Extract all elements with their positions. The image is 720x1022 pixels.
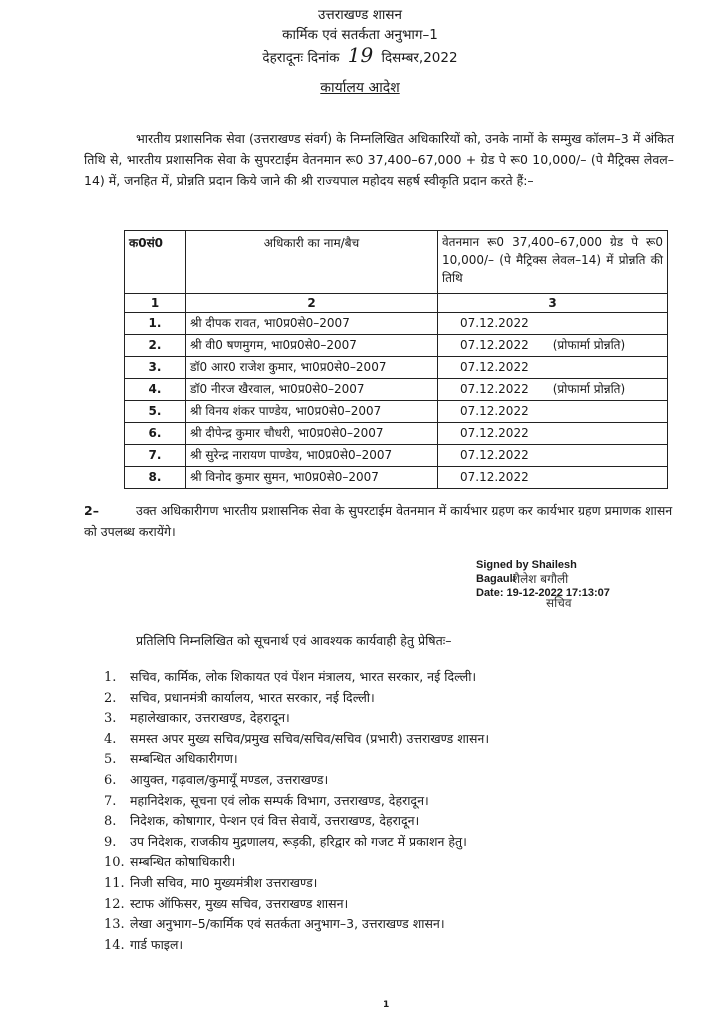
table-row bbox=[125, 335, 668, 357]
signature-date: Date: 19-12-2022 17:13:07 bbox=[476, 587, 610, 599]
table-header-row bbox=[125, 231, 668, 294]
copy-to-item-number: 2. bbox=[104, 690, 117, 706]
serial-number: 3. bbox=[125, 357, 186, 379]
promotion-date-cell bbox=[438, 467, 668, 489]
promotion-date-cell bbox=[438, 423, 668, 445]
table-row bbox=[125, 401, 668, 423]
promotion-note: (प्रोफार्मा प्रोन्नति) bbox=[552, 382, 626, 396]
copy-to-item-number: 1. bbox=[104, 670, 117, 685]
copy-to-item bbox=[104, 688, 664, 709]
officer-name: डॉ0 नीरज खैरवाल, भा0प्र0से0–2007 bbox=[186, 379, 438, 401]
place-date bbox=[0, 43, 720, 67]
copy-to-item-text: स्टाफ ऑफिसर, मुख्य सचिव, उत्तराखण्ड शासन। bbox=[130, 895, 349, 911]
officer-name: श्री दीपक रावत, भा0प्र0से0–2007 bbox=[186, 313, 438, 335]
serial-number: 4. bbox=[125, 379, 186, 401]
serial-number: 5. bbox=[125, 401, 186, 423]
copy-to-item-number: 10. bbox=[104, 855, 125, 871]
promotion-date: 07.12.2022 bbox=[460, 470, 529, 484]
officer-name: श्री सुरेन्द्र नारायण पाण्डेय, भा0प्र0से0–2007 bbox=[186, 445, 438, 467]
header-serial: क0सं0 bbox=[125, 231, 186, 294]
copy-to-item bbox=[104, 894, 664, 915]
promotion-date-cell bbox=[438, 313, 668, 335]
copy-to-item bbox=[104, 729, 664, 750]
promotion-date-cell bbox=[438, 379, 668, 401]
promotion-date: 07.12.2022 bbox=[460, 338, 529, 352]
promotion-date-cell bbox=[438, 401, 668, 423]
paragraph-2 bbox=[84, 500, 674, 542]
table-row bbox=[125, 423, 668, 445]
promotion-date: 07.12.2022 bbox=[460, 382, 529, 396]
officer-name: श्री दीपेन्द्र कुमार चौधरी, भा0प्र0से0–2007 bbox=[186, 423, 438, 445]
promotion-table bbox=[124, 230, 668, 489]
promotion-date: 07.12.2022 bbox=[460, 404, 529, 418]
promotion-note: (प्रोफार्मा प्रोन्नति) bbox=[552, 338, 626, 352]
paragraph-2-number: 2– bbox=[84, 503, 99, 518]
copy-to-item-text: सम्बन्धित कोषाधिकारी। bbox=[130, 854, 236, 870]
promotion-date-cell bbox=[438, 335, 668, 357]
copy-to-item bbox=[104, 791, 664, 812]
promotion-date: 07.12.2022 bbox=[460, 448, 529, 462]
paragraph-1 bbox=[84, 128, 674, 191]
copy-to-item-text: निजी सचिव, मा0 मुख्यमंत्रीश उत्तराखण्ड। bbox=[130, 874, 318, 890]
copy-to-title: प्रतिलिपि निम्नलिखित को सूचनार्थ एवं आवश्यक कार्यवाही हेतु प्रेषितः– bbox=[136, 633, 452, 648]
serial-number: 2. bbox=[125, 335, 186, 357]
copy-to-item bbox=[104, 873, 664, 894]
serial-number: 1. bbox=[125, 313, 186, 335]
copy-to-list bbox=[104, 667, 664, 955]
copy-to-item-text: सचिव, प्रधानमंत्री कार्यालय, भारत सरकार, नई दिल्ली। bbox=[130, 689, 375, 705]
paragraph-1-text: भारतीय प्रशासनिक सेवा (उत्तराखण्ड संवर्ग) के निम्नलिखित अधिकारियों को, उनके नामों के सम्मुख कॉलम–3 में अंकित तिथि से, भारतीय प्रशासनिक सेवा के सुपरटाईम वेतनमान रू0 37,400–67,000 + ग्रेड पे रू0 10,000/– (पे मैट्रिक्स लेवल–14) में, जनहित में, प्रोन्नति प्रदान किये जाने की श्री राज्यपाल महोदय सहर्ष स्वीकृति प्रदान करते हैं:– bbox=[84, 131, 674, 188]
copy-to-item-text: लेखा अनुभाग–5/कार्मिक एवं सतर्कता अनुभाग–3, उत्तराखण्ड शासन। bbox=[130, 916, 445, 932]
copy-to-item-number: 7. bbox=[104, 793, 117, 809]
order-title-text: कार्यालय आदेश bbox=[320, 80, 400, 96]
copy-to-item-text: समस्त अपर मुख्य सचिव/प्रमुख सचिव/सचिव/सचिव (प्रभारी) उत्तराखण्ड शासन। bbox=[130, 730, 490, 746]
table-row bbox=[125, 467, 668, 489]
date-day: 19 bbox=[347, 43, 374, 67]
copy-to-item-number: 14. bbox=[104, 937, 125, 953]
copy-to-item-number: 9. bbox=[104, 834, 117, 850]
copy-to-item-number: 3. bbox=[104, 711, 117, 727]
signature-line-1: Signed by Shailesh bbox=[476, 559, 577, 571]
paragraph-2-text: उक्त अधिकारीगण भारतीय प्रशासनिक सेवा के सुपरटाईम वेतनमान में कार्यभार ग्रहण कर कार्यभार ग्रहण प्रमाणक शासन को उपलब्ध करायेंगे। bbox=[84, 503, 673, 539]
copy-to-item bbox=[104, 914, 664, 935]
date-prefix: देहरादूनः दिनांक bbox=[262, 50, 340, 66]
table-row bbox=[125, 357, 668, 379]
promotion-date: 07.12.2022 bbox=[460, 316, 529, 330]
government-name: उत्तराखण्ड शासन bbox=[317, 7, 402, 23]
copy-to-item-text: उप निदेशक, राजकीय मुद्रणालय, रूड़की, हरिद्वार को गजट में प्रकाशन हेतु। bbox=[130, 833, 467, 849]
signature-line-2: Bagauli bbox=[476, 573, 516, 585]
promotion-date-cell bbox=[438, 445, 668, 467]
copy-to-item-number: 4. bbox=[104, 731, 117, 747]
column-number: 2 bbox=[186, 294, 438, 313]
column-number-row bbox=[125, 294, 668, 313]
copy-to-item bbox=[104, 935, 664, 956]
date-suffix: दिसम्बर,2022 bbox=[381, 50, 458, 66]
copy-to-item bbox=[104, 770, 664, 791]
table-row bbox=[125, 379, 668, 401]
header-officer-name: अधिकारी का नाम/बैच bbox=[186, 231, 438, 294]
copy-to-item bbox=[104, 708, 664, 729]
table-row bbox=[125, 445, 668, 467]
officer-name: डॉ0 आर0 राजेश कुमार, भा0प्र0से0–2007 bbox=[186, 357, 438, 379]
department-name: कार्मिक एवं सतर्कता अनुभाग–1 bbox=[282, 27, 438, 43]
copy-to-item-text: सम्बन्धित अधिकारीगण। bbox=[130, 751, 238, 767]
officer-name: श्री विनोद कुमार सुमन, भा0प्र0से0–2007 bbox=[186, 467, 438, 489]
officer-name: श्री विनय शंकर पाण्डेय, भा0प्र0से0–2007 bbox=[186, 401, 438, 423]
copy-to-item-number: 8. bbox=[104, 814, 117, 830]
copy-to-item bbox=[104, 832, 664, 853]
page-number: 1 bbox=[383, 1000, 390, 1010]
order-title bbox=[0, 78, 720, 97]
copy-to-item bbox=[104, 811, 664, 832]
copy-to-item-text: महालेखाकार, उत्तराखण्ड, देहरादून। bbox=[130, 710, 290, 726]
copy-to-item bbox=[104, 749, 664, 770]
promotion-date: 07.12.2022 bbox=[460, 426, 529, 440]
promotion-date: 07.12.2022 bbox=[460, 360, 529, 374]
copy-to-item-number: 6. bbox=[104, 772, 117, 788]
copy-to-item-text: महानिदेशक, सूचना एवं लोक सम्पर्क विभाग, उत्तराखण्ड, देहरादून। bbox=[130, 792, 429, 808]
signatory-designation: सचिव bbox=[546, 596, 572, 610]
copy-to-item-text: गार्ड फाइल। bbox=[130, 936, 184, 952]
copy-to-item bbox=[104, 667, 664, 688]
copy-to-item-number: 5. bbox=[104, 752, 117, 768]
serial-number: 7. bbox=[125, 445, 186, 467]
serial-number: 6. bbox=[125, 423, 186, 445]
officer-name: श्री वी0 षणमुगम, भा0प्र0से0–2007 bbox=[186, 335, 438, 357]
copy-to-item-text: निदेशक, कोषागार, पेन्शन एवं वित्त सेवायें, उत्तराखण्ड, देहरादून। bbox=[130, 813, 420, 829]
serial-number: 8. bbox=[125, 467, 186, 489]
column-number: 1 bbox=[125, 294, 186, 313]
column-number: 3 bbox=[438, 294, 668, 313]
header-promotion-date: वेतनमान रू0 37,400–67,000 ग्रेड पे रू0 10,000/– (पे मैट्रिक्स लेवल–14) में प्रोन्नति की तिथि bbox=[438, 231, 668, 294]
copy-to-item-text: आयुक्त, गढ़वाल/कुमायूँ मण्डल, उत्तराखण्ड। bbox=[130, 771, 329, 787]
copy-to-item-number: 12. bbox=[104, 896, 125, 912]
copy-to-item-number: 11. bbox=[104, 875, 125, 891]
copy-to-item-text: सचिव, कार्मिक, लोक शिकायत एवं पेंशन मंत्रालय, भारत सरकार, नई दिल्ली। bbox=[130, 669, 477, 684]
signatory-name-hindi: शैलेश बगौली bbox=[512, 572, 569, 586]
table-row bbox=[125, 313, 668, 335]
copy-to-item-number: 13. bbox=[104, 917, 125, 933]
promotion-date-cell bbox=[438, 357, 668, 379]
copy-to-item bbox=[104, 852, 664, 873]
